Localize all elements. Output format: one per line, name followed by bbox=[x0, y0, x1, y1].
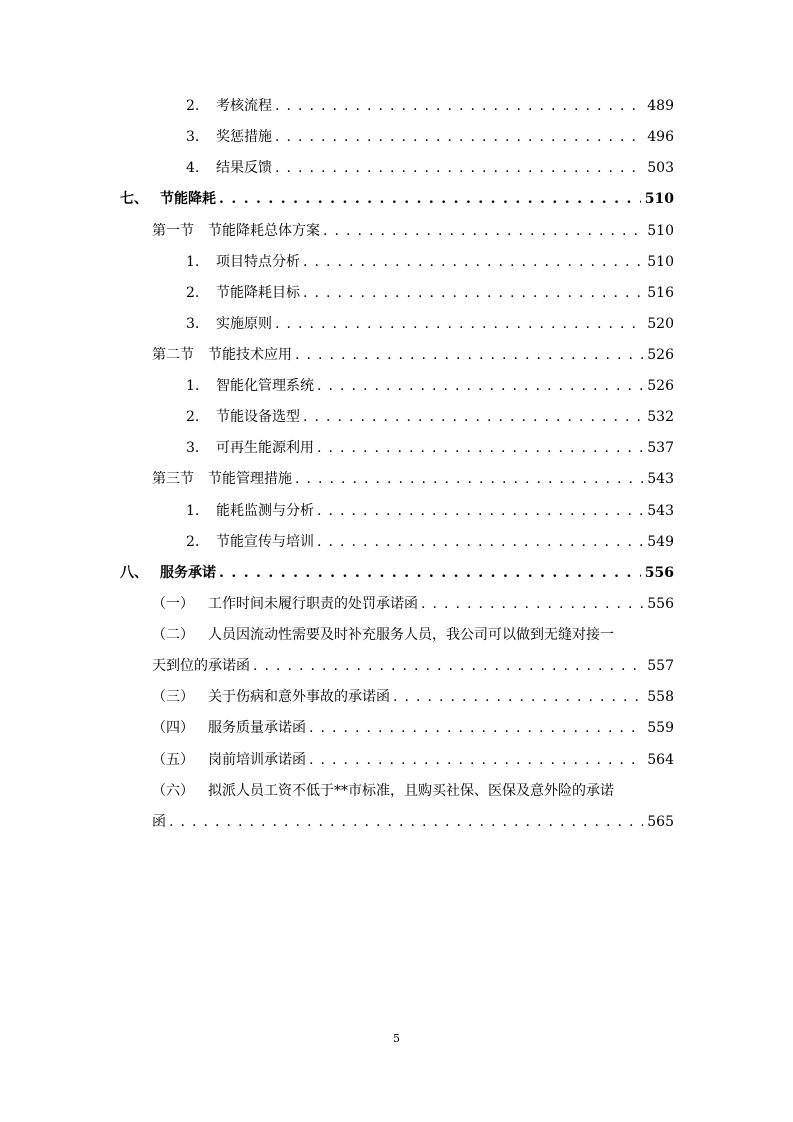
toc-entry-page: 556 bbox=[647, 596, 674, 612]
toc-entry-page: 559 bbox=[647, 720, 674, 736]
toc-entry[interactable] bbox=[186, 500, 674, 522]
toc-entry-page: 537 bbox=[647, 440, 674, 456]
dot-leader bbox=[303, 282, 643, 304]
toc-entry-page: 565 bbox=[647, 814, 674, 830]
toc-entry-number: （二） bbox=[152, 627, 194, 643]
toc-entry-number: 2. bbox=[186, 409, 200, 425]
toc-entry-number: 七、 bbox=[120, 191, 148, 207]
dot-leader bbox=[253, 655, 643, 677]
toc-entry-number: （四） bbox=[152, 720, 194, 736]
toc-entry-title: 人员因流动性需要及时补充服务人员，我公司可以做到无缝对接一 bbox=[208, 627, 614, 643]
toc-entry-page: 543 bbox=[647, 471, 674, 487]
toc-entry-title: 节能宣传与培训 bbox=[216, 534, 314, 550]
toc-entry-title: 智能化管理系统 bbox=[216, 378, 314, 394]
dot-leader bbox=[317, 500, 643, 522]
toc-section-entry-line2[interactable] bbox=[152, 811, 674, 833]
dot-leader bbox=[275, 313, 643, 335]
toc-entry-title: 拟派人员工资不低于**市标准，且购买社保、医保及意外险的承诺 bbox=[208, 783, 614, 799]
toc-section-entry[interactable] bbox=[152, 220, 674, 242]
toc-entry-page: 510 bbox=[644, 191, 674, 207]
toc-entry[interactable] bbox=[186, 282, 674, 304]
toc-entry-title: 函 bbox=[152, 814, 166, 830]
toc-entry[interactable] bbox=[186, 531, 674, 553]
dot-leader bbox=[393, 686, 643, 708]
toc-entry-number: 第三节 bbox=[152, 471, 194, 487]
toc-entry-page: 520 bbox=[647, 316, 674, 332]
toc-entry-title: 节能管理措施 bbox=[208, 471, 292, 487]
toc-entry-number: （三） bbox=[152, 689, 194, 705]
toc-entry-page: 510 bbox=[647, 254, 674, 270]
toc-entry-title: 天到位的承诺函 bbox=[152, 658, 250, 674]
toc-entry[interactable] bbox=[186, 375, 674, 397]
toc-section-entry[interactable] bbox=[152, 593, 674, 615]
toc-entry-title: 节能技术应用 bbox=[208, 347, 292, 363]
dot-leader bbox=[309, 749, 643, 771]
dot-leader bbox=[295, 344, 643, 366]
toc-entry-page: 526 bbox=[647, 378, 674, 394]
toc-entry-title: 节能降耗 bbox=[160, 191, 216, 207]
toc-entry-title: 可再生能源利用 bbox=[216, 440, 314, 456]
toc-entry-number: 4. bbox=[186, 160, 200, 176]
toc-entry-title: 奖惩措施 bbox=[216, 129, 272, 145]
toc-entry-number: （六） bbox=[152, 783, 194, 799]
toc-entry-number: 1. bbox=[186, 378, 200, 394]
toc-entry-page: 526 bbox=[647, 347, 674, 363]
toc-entry-page: 510 bbox=[647, 223, 674, 239]
toc-entry[interactable] bbox=[186, 251, 674, 273]
toc-section-entry[interactable] bbox=[152, 686, 674, 708]
toc-entry-number: 1. bbox=[186, 503, 200, 519]
toc-entry[interactable] bbox=[186, 313, 674, 335]
toc-entry-number: 3. bbox=[186, 316, 200, 332]
toc-section-entry[interactable] bbox=[152, 717, 674, 739]
toc-entry-page: 496 bbox=[647, 129, 674, 145]
toc-entry-page: 543 bbox=[647, 503, 674, 519]
dot-leader bbox=[275, 95, 643, 117]
dot-leader bbox=[421, 593, 643, 615]
dot-leader bbox=[303, 406, 643, 428]
dot-leader bbox=[303, 251, 643, 273]
dot-leader bbox=[295, 468, 643, 490]
page-number: 5 bbox=[393, 1032, 400, 1045]
toc-entry-number: 3. bbox=[186, 440, 200, 456]
toc-entry-title: 结果反馈 bbox=[216, 160, 272, 176]
toc-entry-number: 2. bbox=[186, 534, 200, 550]
dot-leader bbox=[275, 126, 643, 148]
toc-chapter-entry[interactable] bbox=[120, 562, 674, 584]
dot-leader bbox=[317, 437, 643, 459]
toc-entry-title: 服务承诺 bbox=[160, 565, 216, 581]
toc-section-entry-line2[interactable] bbox=[152, 655, 674, 677]
dot-leader bbox=[317, 375, 643, 397]
dot-leader bbox=[317, 531, 643, 553]
toc-entry-title: 岗前培训承诺函 bbox=[208, 752, 306, 768]
toc-entry-title: 实施原则 bbox=[216, 316, 272, 332]
toc-entry-number: （一） bbox=[152, 596, 194, 612]
toc-entry[interactable] bbox=[186, 126, 674, 148]
dot-leader bbox=[219, 188, 641, 210]
toc-entry-page: 489 bbox=[647, 98, 674, 114]
toc-entry-title: 关于伤病和意外事故的承诺函 bbox=[208, 689, 390, 705]
toc-section-entry[interactable] bbox=[152, 468, 674, 490]
toc-chapter-entry[interactable] bbox=[120, 188, 674, 210]
toc-section-entry[interactable] bbox=[152, 344, 674, 366]
dot-leader bbox=[309, 717, 643, 739]
toc-entry-page: 532 bbox=[647, 409, 674, 425]
toc-entry[interactable] bbox=[186, 157, 674, 179]
toc-entry-title: 能耗监测与分析 bbox=[216, 503, 314, 519]
toc-entry-page: 549 bbox=[647, 534, 674, 550]
dot-leader bbox=[169, 811, 643, 833]
toc-section-entry-line1[interactable] bbox=[152, 780, 674, 802]
toc-entry-title: 项目特点分析 bbox=[216, 254, 300, 270]
toc-entry-number: 第一节 bbox=[152, 223, 194, 239]
toc-entry-title: 考核流程 bbox=[216, 98, 272, 114]
toc-entry-title: 节能降耗总体方案 bbox=[208, 223, 320, 239]
toc-entry-page: 557 bbox=[647, 658, 674, 674]
toc-section-entry[interactable] bbox=[152, 749, 674, 771]
toc-section-entry-line1[interactable] bbox=[152, 624, 674, 646]
toc-entry-number: 3. bbox=[186, 129, 200, 145]
toc-entry-page: 516 bbox=[647, 285, 674, 301]
toc-entry-number: 1. bbox=[186, 254, 200, 270]
toc-entry[interactable] bbox=[186, 406, 674, 428]
toc-entry-number: 第二节 bbox=[152, 347, 194, 363]
toc-entry-number: 2. bbox=[186, 98, 200, 114]
toc-entry-page: 558 bbox=[647, 689, 674, 705]
toc-entry-number: 八、 bbox=[120, 565, 148, 581]
toc-entry-title: 节能降耗目标 bbox=[216, 285, 300, 301]
dot-leader bbox=[323, 220, 643, 242]
toc-entry-title: 节能设备选型 bbox=[216, 409, 300, 425]
toc-entry[interactable] bbox=[186, 95, 674, 117]
toc-entry[interactable] bbox=[186, 437, 674, 459]
toc-entry-page: 564 bbox=[647, 752, 674, 768]
toc-entry-page: 556 bbox=[644, 565, 674, 581]
toc-entry-number: （五） bbox=[152, 752, 194, 768]
dot-leader bbox=[219, 562, 641, 584]
toc-entry-title: 服务质量承诺函 bbox=[208, 720, 306, 736]
dot-leader bbox=[275, 157, 643, 179]
toc-entry-page: 503 bbox=[647, 160, 674, 176]
toc-entry-number: 2. bbox=[186, 285, 200, 301]
toc-entry-title: 工作时间未履行职责的处罚承诺函 bbox=[208, 596, 418, 612]
